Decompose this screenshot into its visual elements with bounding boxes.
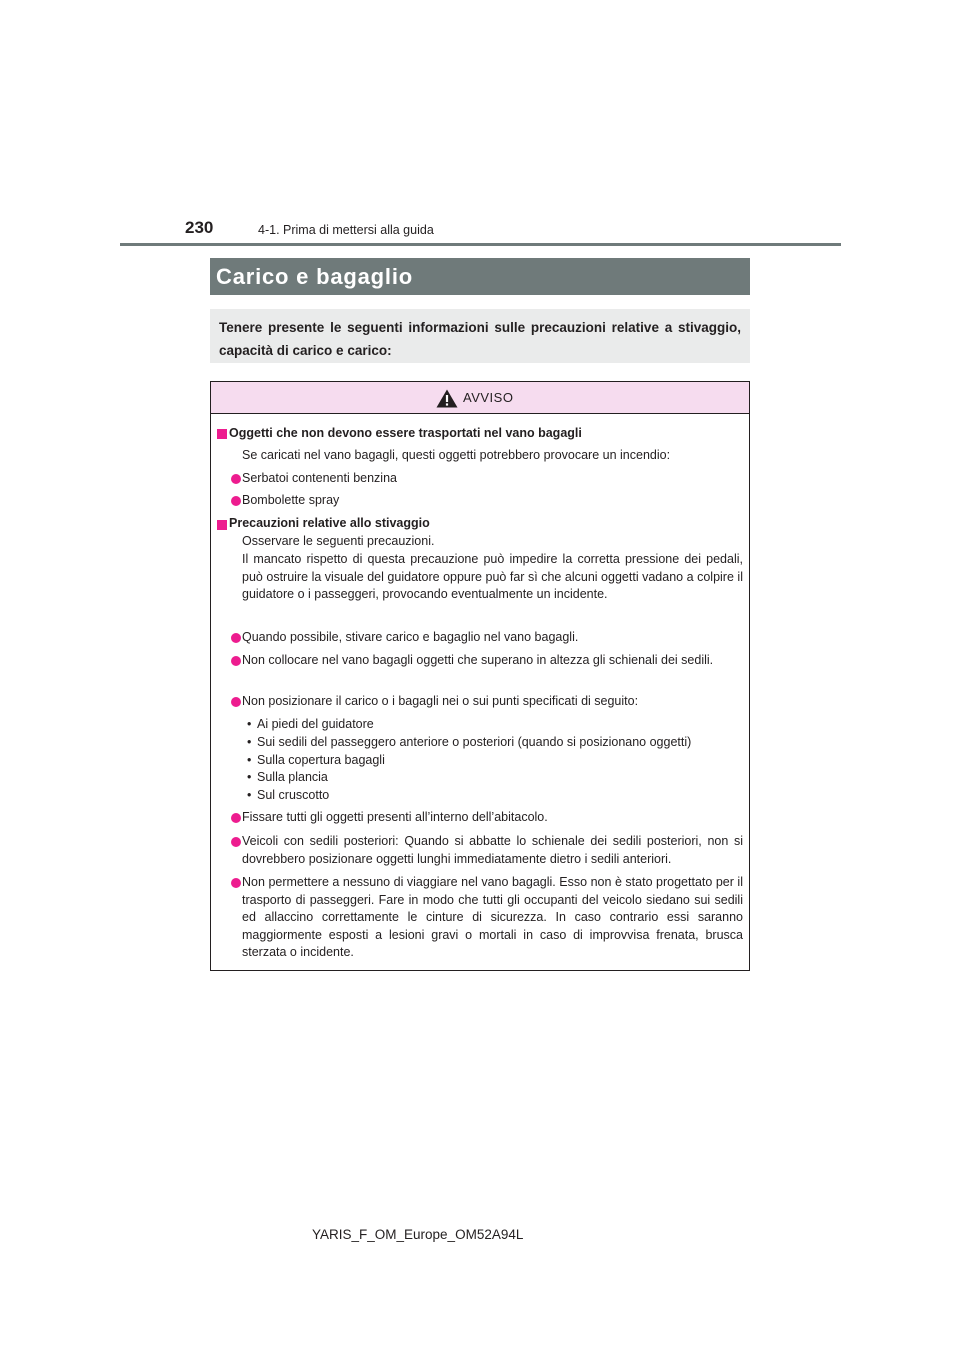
list-item: Veicoli con sedili posteriori: Quando si abbatte lo schienale dei sedili posteriori, non si dovrebbero posizionare oggetti lunghi immediatamente dietro i sedili anteriori. [242,834,743,866]
sub-list-item: Ai piedi del guidatore [257,717,374,731]
section-heading: Oggetti che non devono essere trasportati nel vano bagagli [229,426,582,440]
sub-list-item: Sulla copertura bagagli [257,753,385,767]
list-item: Quando possibile, stivare carico e bagaglio nel vano bagagli. [242,630,579,644]
list-item: Fissare tutti gli oggetti presenti all’interno dell’abitacolo. [242,810,548,824]
bullet-dot-icon [231,474,241,484]
bullet-dot-icon [231,813,241,823]
sub-list-item: Sulla plancia [257,770,328,784]
bullet-dot-icon [231,837,241,847]
sub-bullet-icon: • [247,788,252,802]
section-square-bullet-icon [217,429,227,439]
section-text: Se caricati nel vano bagagli, questi oggetti potrebbero provocare un incendio: [242,448,671,462]
bullet-dot-icon [231,496,241,506]
sub-list-item: Sul cruscotto [257,788,330,802]
list-item: Bombolette spray [242,493,340,507]
sub-bullet-icon: • [247,717,252,731]
list-item: Non permettere a nessuno di viaggiare nel vano bagagli. Esso non è stato progettato per il trasporto di passeggeri. Fare in modo che tutti gli occupanti del veicolo siedano sui sedili ed allaccino correttamente le cinture di sicurezza. In caso contrario essi saranno maggiormente esposti a lesioni gravi o mortali in caso di improvvisa frenata, brusca sterzata o incidente. [242,875,743,960]
bullet-dot-icon [231,697,241,707]
list-item: Serbatoi contenenti benzina [242,471,397,485]
sub-bullet-icon: • [247,770,252,784]
footer-doc-id: YARIS_F_OM_Europe_OM52A94L [312,1227,524,1242]
warning-triangle-icon [436,389,458,408]
sub-list-item: Sui sedili del passeggero anteriore o posteriori (quando si posizionano oggetti) [257,735,692,749]
list-item: Non posizionare il carico o i bagagli nei o sui punti specificati di seguito: [242,694,639,708]
list-item: Non collocare nel vano bagagli oggetti che superano in altezza gli schienali dei sedili. [242,653,714,667]
warning-label: AVVISO [463,390,514,405]
bullet-dot-icon [231,633,241,643]
sub-bullet-icon: • [247,753,252,767]
page-number: 230 [185,218,214,237]
warning-box [210,381,750,971]
title-bar [210,258,750,295]
bullet-dot-icon [231,878,241,888]
section-square-bullet-icon [217,520,227,530]
section-header: 4-1. Prima di mettersi alla guida [258,223,434,237]
section-text: Il mancato rispetto di questa precauzione può impedire la corretta pressione dei pedali, può ostruire la visuale del guidatore oppure può far sì che alcuni oggetti vadano a colpire il guidatore o i passeggeri, provocando eventualmente un incidente. [242,552,743,602]
sub-bullet-icon: • [247,735,252,749]
header-rule [120,243,841,246]
warning-header [211,382,749,414]
page-title: Carico e bagaglio [216,264,413,289]
section-text: Osservare le seguenti precauzioni. [242,534,435,548]
section-heading: Precauzioni relative allo stivaggio [229,516,430,530]
intro-box: Tenere presente le seguenti informazioni sulle precauzioni relative a stivaggio, capacità di carico e carico: [210,309,750,363]
bullet-dot-icon [231,656,241,666]
